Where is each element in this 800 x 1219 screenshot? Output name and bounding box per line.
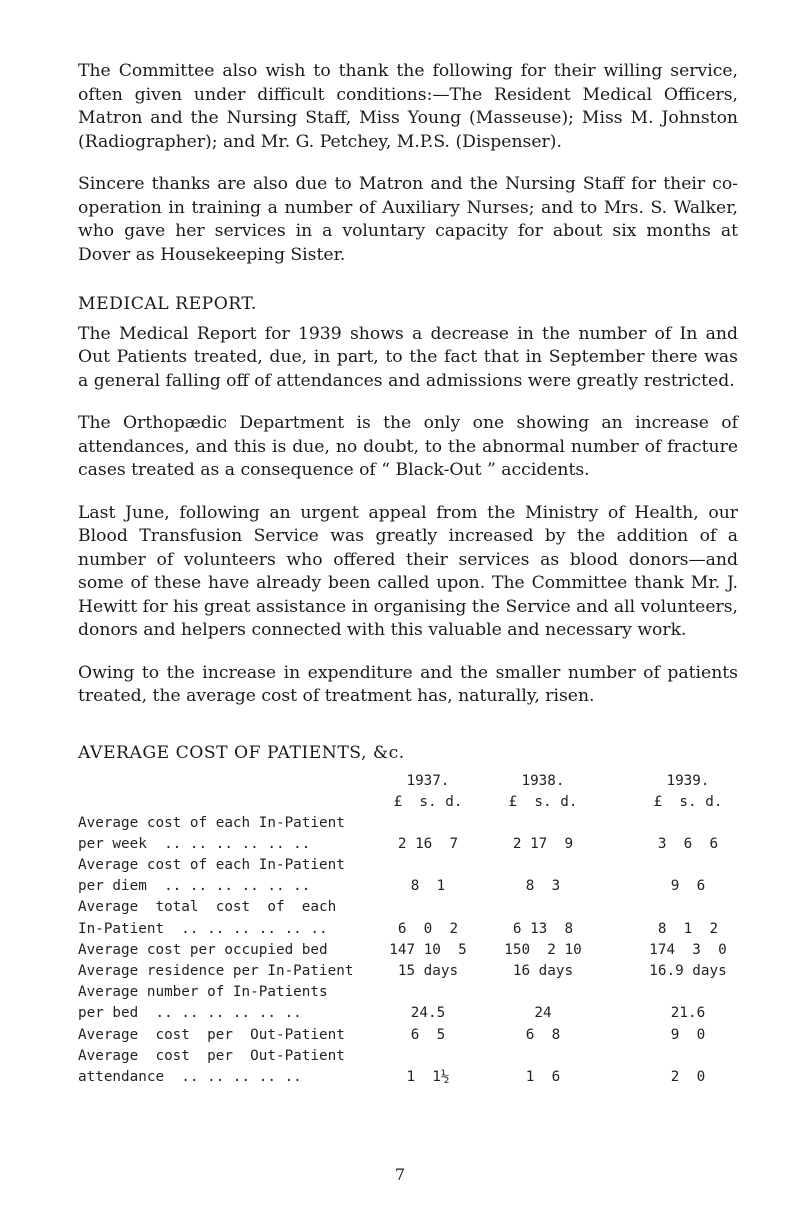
table-year-header bbox=[78, 771, 758, 792]
cell-1937: 8 1 bbox=[410, 878, 446, 895]
cell-1938: 6 8 bbox=[525, 1026, 561, 1043]
cell-1939: 8 1 2 bbox=[657, 920, 719, 937]
row-label-line: attendance .. .. .. .. .. bbox=[78, 1068, 302, 1085]
unit-1939: £ s. d. bbox=[653, 793, 723, 810]
row-label-line: Average cost per occupied bed bbox=[78, 941, 328, 958]
page-number: 7 bbox=[394, 1165, 406, 1184]
cell-1938: 6 13 8 bbox=[512, 920, 574, 937]
table-row bbox=[78, 855, 758, 897]
table-unit-header bbox=[78, 792, 758, 813]
table-row bbox=[78, 940, 758, 961]
cell-1938: 150 2 10 bbox=[504, 941, 582, 958]
unit-1937: £ s. d. bbox=[393, 793, 463, 810]
cell-1937: 1 1½ bbox=[406, 1068, 450, 1085]
table-row bbox=[78, 961, 758, 982]
cell-1939: 174 3 0 bbox=[649, 941, 727, 958]
paragraph-thanks: The Committee also wish to thank the following for their willing service, often given under difficult conditions:—The Resident Medical Officers, Matron and the Nursing Staff, Miss Young (Masseuse); Miss M. Johnston (Radiographer); and Mr. G. Petchey, M.P.S. (Dispenser). bbox=[78, 61, 738, 152]
cell-1938: 8 3 bbox=[525, 878, 561, 895]
unit-1938: £ s. d. bbox=[508, 793, 578, 810]
cell-1937: 6 5 bbox=[410, 1026, 446, 1043]
paragraph-blood-transfusion: Last June, following an urgent appeal from the Ministry of Health, our Blood Transfusion Service was greatly increased by the addition of a number of volunteers who offered their services as blood donors—and some of these have already been called upon. The Committee thank Mr. J. Hewitt for his great assistance in organising the Service and all volunteers, donors and helpers connected with this valuable and necessary work. bbox=[78, 502, 739, 640]
cell-1937: 6 0 2 bbox=[397, 920, 459, 937]
cell-1937: 15 days bbox=[397, 962, 459, 979]
row-label-line: Average cost per Out-Patient bbox=[78, 1047, 345, 1064]
row-label-line: Average cost per Out-Patient bbox=[78, 1026, 345, 1043]
table-title: AVERAGE COST OF PATIENTS, &c. bbox=[78, 742, 405, 763]
row-label-line: In-Patient .. .. .. .. .. .. bbox=[78, 920, 328, 937]
year-1937: 1937. bbox=[406, 772, 450, 789]
cell-1938: 16 days bbox=[512, 962, 574, 979]
row-label-line: per diem .. .. .. .. .. .. bbox=[78, 878, 311, 895]
page-body bbox=[78, 60, 738, 1088]
row-label-line: per week .. .. .. .. .. .. bbox=[78, 835, 311, 852]
cell-1939: 9 0 bbox=[670, 1026, 706, 1043]
cell-1938: 1 6 bbox=[525, 1068, 561, 1085]
table-row bbox=[78, 1046, 758, 1088]
cell-1939: 9 6 bbox=[670, 878, 706, 895]
cell-1938: 2 17 9 bbox=[512, 835, 574, 852]
paragraph-sincere-thanks: Sincere thanks are also due to Matron and the Nursing Staff for their co-operation in training a number of Auxiliary Nurses; and to Mrs. S. Walker, who gave her services in a voluntary capacity for about six months at Dover as Housekeeping Sister. bbox=[78, 174, 738, 265]
section-heading-medical-report: MEDICAL REPORT. bbox=[78, 294, 257, 314]
row-label-line: Average number of In-Patients bbox=[78, 984, 328, 1001]
paragraph-medical-report: The Medical Report for 1939 shows a decrease in the number of In and Out Patients treated, due, in part, to the fact that in September there was a general falling off of attendances and admissions were greatly restricted. bbox=[78, 323, 738, 391]
row-label-line: Average residence per In-Patient bbox=[78, 962, 354, 979]
row-label-line: Average cost of each In-Patient bbox=[78, 814, 345, 831]
cell-1939: 21.6 bbox=[670, 1005, 706, 1022]
row-label-line: Average total cost of each bbox=[78, 899, 337, 916]
row-label-line: per bed .. .. .. .. .. .. bbox=[78, 1005, 302, 1022]
table-row bbox=[78, 897, 758, 939]
row-label-line: Average cost of each In-Patient bbox=[78, 856, 345, 873]
cell-1939: 2 0 bbox=[670, 1068, 706, 1085]
cell-1937: 147 10 5 bbox=[389, 941, 467, 958]
cell-1937: 2 16 7 bbox=[397, 835, 459, 852]
year-1939: 1939. bbox=[666, 772, 710, 789]
year-1938: 1938. bbox=[521, 772, 565, 789]
table-row bbox=[78, 982, 758, 1024]
cell-1939: 16.9 days bbox=[649, 962, 727, 979]
table-row bbox=[78, 1025, 758, 1046]
paragraph-orthopaedic: The Orthopædic Department is the only one showing an increase of attendances, and this is due, no doubt, to the abnormal number of fracture cases treated as a consequence of “ Black-Out ” accidents. bbox=[78, 413, 738, 480]
paragraph-cost-increase: Owing to the increase in expenditure and the smaller number of patients treated, the average cost of treatment has, naturally, risen. bbox=[78, 662, 738, 706]
cell-1938: 24 bbox=[534, 1005, 552, 1022]
cell-1937: 24.5 bbox=[410, 1005, 446, 1022]
cell-1939: 3 6 6 bbox=[657, 835, 719, 852]
average-cost-table bbox=[78, 771, 758, 1089]
table-row bbox=[78, 813, 758, 855]
